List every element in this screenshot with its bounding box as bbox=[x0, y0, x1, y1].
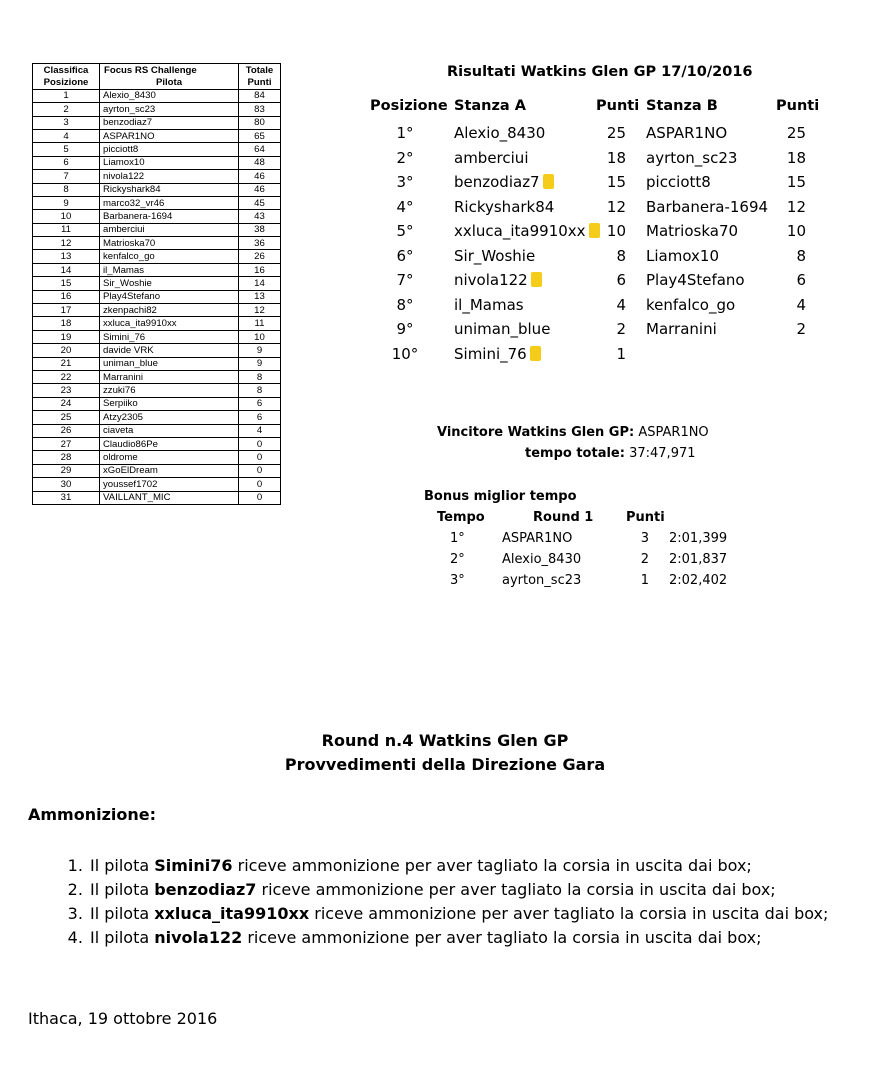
warning-text: riceve ammonizione per aver tagliato la corsia in uscita dai box; bbox=[256, 880, 776, 899]
room-a-driver-text: uniman_blue bbox=[454, 320, 551, 338]
standings-driver: davide VRK bbox=[100, 344, 239, 357]
standings-position: 18 bbox=[33, 317, 100, 330]
room-a-driver bbox=[454, 296, 524, 314]
warning-driver: nivola122 bbox=[154, 928, 243, 947]
standings-row bbox=[33, 451, 281, 464]
standings-points: 9 bbox=[239, 357, 281, 370]
result-position-text: 8° bbox=[396, 295, 414, 314]
room-a-points bbox=[596, 271, 626, 289]
winner-line bbox=[437, 425, 709, 440]
result-position-text: 2° bbox=[396, 148, 414, 167]
standings-row bbox=[33, 491, 281, 504]
room-a-points-text: 2 bbox=[616, 320, 626, 338]
results-rows bbox=[370, 124, 830, 369]
standings-row bbox=[33, 424, 281, 437]
standings-points: 16 bbox=[239, 263, 281, 276]
results-table bbox=[370, 98, 830, 369]
standings-row bbox=[33, 437, 281, 450]
standings-position: 7 bbox=[33, 170, 100, 183]
warning-text: riceve ammonizione per aver tagliato la corsia in uscita dai box; bbox=[232, 856, 752, 875]
room-b-points-text: 15 bbox=[786, 173, 806, 191]
room-b-points-text: 25 bbox=[786, 124, 806, 142]
place-date: Ithaca, 19 ottobre 2016 bbox=[28, 1009, 218, 1028]
room-a-points bbox=[596, 222, 626, 240]
standings-points: 26 bbox=[239, 250, 281, 263]
decisions-title: Round n.4 Watkins Glen GP bbox=[321, 731, 569, 750]
room-b-driver bbox=[646, 222, 738, 240]
results-row bbox=[370, 320, 830, 345]
bonus-header-punti: Punti bbox=[626, 510, 665, 525]
room-b-points bbox=[776, 320, 806, 338]
standings-row bbox=[33, 384, 281, 397]
standings-row bbox=[33, 478, 281, 491]
standings-row bbox=[33, 196, 281, 209]
standings-driver: kenfalco_go bbox=[100, 250, 239, 263]
bonus-driver: ayrton_sc23 bbox=[502, 573, 582, 588]
standings-points: 13 bbox=[239, 290, 281, 303]
standings-position: 3 bbox=[33, 116, 100, 129]
standings-driver: Barbanera-1694 bbox=[100, 210, 239, 223]
room-b-points-text: 8 bbox=[796, 246, 806, 265]
bonus-points: 3 bbox=[640, 531, 649, 546]
standings-driver: Atzy2305 bbox=[100, 411, 239, 424]
standings-position: 14 bbox=[33, 263, 100, 276]
room-a-driver bbox=[454, 149, 528, 167]
bonus-lap-time: 2:01,399 bbox=[669, 531, 728, 546]
standings-points: 0 bbox=[239, 491, 281, 504]
room-a-points bbox=[596, 173, 626, 191]
standings-row bbox=[33, 411, 281, 424]
room-b-driver-text: Matrioska70 bbox=[646, 222, 739, 240]
warning-text: riceve ammonizione per aver tagliato la corsia in uscita dai box; bbox=[309, 904, 829, 923]
standings-points: 36 bbox=[239, 237, 281, 250]
standings-row bbox=[33, 143, 281, 156]
standings-driver: nivola122 bbox=[100, 170, 239, 183]
room-a-driver-text: Sir_Woshie bbox=[454, 246, 536, 265]
warning-item bbox=[88, 926, 828, 950]
standings-driver: amberciui bbox=[100, 223, 239, 236]
standings-row bbox=[33, 304, 281, 317]
bonus-points: 2 bbox=[640, 552, 649, 567]
yellow-card-icon bbox=[531, 272, 542, 287]
standings-row bbox=[33, 317, 281, 330]
standings-row bbox=[33, 397, 281, 410]
bonus-lap-time: 2:02,402 bbox=[669, 573, 728, 588]
yellow-card-icon bbox=[530, 346, 541, 361]
standings-row bbox=[33, 370, 281, 383]
standings-points: 0 bbox=[239, 464, 281, 477]
room-b-points bbox=[776, 173, 806, 191]
result-position-text: 4° bbox=[396, 197, 414, 216]
standings-position: 20 bbox=[33, 344, 100, 357]
results-row bbox=[370, 198, 830, 223]
room-b-driver bbox=[646, 198, 768, 216]
standings-position: 1 bbox=[33, 89, 100, 102]
room-a-points-text: 1 bbox=[616, 344, 626, 363]
standings-driver: Liamox10 bbox=[100, 156, 239, 169]
standings-points: 83 bbox=[239, 103, 281, 116]
total-time-value: 37:47,971 bbox=[629, 446, 696, 461]
winner-label: Vincitore Watkins Glen GP: bbox=[437, 425, 635, 440]
room-b-points-text: 2 bbox=[796, 320, 806, 338]
standings-points: 0 bbox=[239, 478, 281, 491]
room-b-driver bbox=[646, 173, 711, 191]
warning-item bbox=[88, 854, 828, 878]
standings-points: 45 bbox=[239, 196, 281, 209]
standings-points: 43 bbox=[239, 210, 281, 223]
standings-row bbox=[33, 237, 281, 250]
warning-prefix: Il pilota bbox=[90, 928, 155, 947]
header-punti: Punti bbox=[239, 76, 281, 89]
yellow-card-icon bbox=[543, 174, 554, 189]
room-b-driver bbox=[646, 296, 735, 314]
standings-points: 46 bbox=[239, 170, 281, 183]
room-a-driver-text: Rickyshark84 bbox=[454, 197, 555, 216]
room-a-driver bbox=[454, 271, 542, 289]
results-header-stanza-b: Stanza B bbox=[646, 98, 718, 114]
room-b-driver bbox=[646, 124, 727, 142]
warning-driver: xxluca_ita9910xx bbox=[154, 904, 310, 923]
standings-points: 9 bbox=[239, 344, 281, 357]
room-b-points-text: 18 bbox=[786, 148, 806, 167]
bonus-header-tempo: Tempo bbox=[437, 510, 485, 525]
standings-position: 29 bbox=[33, 464, 100, 477]
room-a-driver-text: amberciui bbox=[454, 148, 529, 167]
standings-points: 48 bbox=[239, 156, 281, 169]
standings-driver: Alexio_8430 bbox=[100, 89, 239, 102]
result-position-text: 3° bbox=[396, 173, 414, 191]
bonus-position: 3° bbox=[450, 573, 465, 588]
results-row bbox=[370, 173, 830, 198]
standings-points: 14 bbox=[239, 277, 281, 290]
room-a-points bbox=[596, 320, 626, 338]
standings-position: 6 bbox=[33, 156, 100, 169]
result-position-text: 9° bbox=[396, 320, 414, 338]
room-b-points bbox=[776, 296, 806, 314]
standings-driver: marco32_vr46 bbox=[100, 196, 239, 209]
bonus-position: 1° bbox=[450, 531, 465, 546]
warning-prefix: Il pilota bbox=[90, 856, 155, 875]
standings-driver: Simini_76 bbox=[100, 330, 239, 343]
standings-row bbox=[33, 330, 281, 343]
room-a-driver bbox=[454, 345, 541, 363]
standings-position: 31 bbox=[33, 491, 100, 504]
room-b-driver bbox=[646, 149, 737, 167]
result-position-text: 6° bbox=[396, 246, 414, 265]
results-row bbox=[370, 296, 830, 321]
room-a-points-text: 25 bbox=[606, 124, 626, 142]
result-position bbox=[370, 149, 440, 167]
standings-points: 80 bbox=[239, 116, 281, 129]
room-b-points bbox=[776, 222, 806, 240]
standings-points: 8 bbox=[239, 384, 281, 397]
room-a-points-text: 15 bbox=[606, 173, 626, 191]
room-b-driver-text: Marranini bbox=[646, 320, 717, 338]
standings-driver: oldrome bbox=[100, 451, 239, 464]
room-a-driver bbox=[454, 222, 600, 240]
standings-points: 65 bbox=[239, 129, 281, 142]
bonus-rows bbox=[424, 531, 744, 594]
standings-driver: xGoElDream bbox=[100, 464, 239, 477]
room-a-driver-text: xxluca_ita9910xx bbox=[454, 222, 586, 240]
room-a-driver-text: benzodiaz7 bbox=[454, 173, 540, 191]
bonus-row bbox=[424, 531, 744, 552]
standings-driver: uniman_blue bbox=[100, 357, 239, 370]
standings-driver: ASPAR1NO bbox=[100, 129, 239, 142]
warnings-list bbox=[48, 854, 828, 950]
standings-driver: Matrioska70 bbox=[100, 237, 239, 250]
bonus-driver: Alexio_8430 bbox=[502, 552, 582, 567]
bonus-row bbox=[424, 552, 744, 573]
header-classifica: Classifica bbox=[33, 64, 100, 77]
room-a-points-text: 18 bbox=[606, 148, 626, 167]
standings-driver: picciott8 bbox=[100, 143, 239, 156]
standings-row bbox=[33, 103, 281, 116]
bonus-row bbox=[424, 573, 744, 594]
standings-points: 0 bbox=[239, 437, 281, 450]
standings-position: 15 bbox=[33, 277, 100, 290]
result-position bbox=[370, 198, 440, 216]
warning-item bbox=[88, 902, 828, 926]
room-a-driver bbox=[454, 124, 545, 142]
results-header-row bbox=[370, 98, 830, 124]
room-b-points bbox=[776, 149, 806, 167]
room-a-driver bbox=[454, 247, 535, 265]
warning-prefix: Il pilota bbox=[90, 904, 155, 923]
results-header-posizione: Posizione bbox=[370, 98, 448, 114]
standings-points: 10 bbox=[239, 330, 281, 343]
room-a-driver-text: Alexio_8430 bbox=[454, 124, 546, 142]
standings-position: 8 bbox=[33, 183, 100, 196]
standings-row bbox=[33, 250, 281, 263]
room-b-driver-text: Barbanera-1694 bbox=[646, 197, 769, 216]
results-title: Risultati Watkins Glen GP 17/10/2016 bbox=[447, 64, 753, 80]
warning-item bbox=[88, 878, 828, 902]
header-posizione: Posizione bbox=[33, 76, 100, 89]
section-heading: Ammonizione: bbox=[28, 805, 157, 824]
standings-row bbox=[33, 210, 281, 223]
standings-driver: Serpiiko bbox=[100, 397, 239, 410]
room-b-points bbox=[776, 247, 806, 265]
standings-points: 4 bbox=[239, 424, 281, 437]
standings-driver: Sir_Woshie bbox=[100, 277, 239, 290]
room-b-points-text: 6 bbox=[796, 271, 806, 289]
standings-row bbox=[33, 357, 281, 370]
standings-driver: youssef1702 bbox=[100, 478, 239, 491]
result-position bbox=[370, 271, 440, 289]
standings-row bbox=[33, 277, 281, 290]
standings-position: 2 bbox=[33, 103, 100, 116]
standings-driver: Play4Stefano bbox=[100, 290, 239, 303]
room-a-points bbox=[596, 247, 626, 265]
standings-driver: zkenpachi82 bbox=[100, 304, 239, 317]
standings-driver: il_Mamas bbox=[100, 263, 239, 276]
standings-position: 25 bbox=[33, 411, 100, 424]
result-position-text: 1° bbox=[396, 124, 414, 142]
room-a-driver-text: Simini_76 bbox=[454, 344, 527, 363]
result-position bbox=[370, 124, 440, 142]
room-a-points bbox=[596, 345, 626, 363]
bonus-title: Bonus miglior tempo bbox=[424, 489, 577, 504]
standings-driver: Claudio86Pe bbox=[100, 437, 239, 450]
standings-points: 6 bbox=[239, 411, 281, 424]
result-position bbox=[370, 320, 440, 338]
standings-header-row-1 bbox=[33, 64, 281, 77]
standings-driver: zzuki76 bbox=[100, 384, 239, 397]
standings-position: 12 bbox=[33, 237, 100, 250]
standings-driver: benzodiaz7 bbox=[100, 116, 239, 129]
room-b-points bbox=[776, 271, 806, 289]
standings-row bbox=[33, 89, 281, 102]
results-row bbox=[370, 222, 830, 247]
standings-driver: Marranini bbox=[100, 370, 239, 383]
result-position bbox=[370, 173, 440, 191]
room-a-driver-text: nivola122 bbox=[454, 271, 528, 289]
standings-points: 84 bbox=[239, 89, 281, 102]
standings-position: 24 bbox=[33, 397, 100, 410]
room-a-points-text: 4 bbox=[616, 295, 626, 314]
room-b-points bbox=[776, 124, 806, 142]
standings-position: 22 bbox=[33, 370, 100, 383]
room-b-driver bbox=[646, 320, 717, 338]
standings-position: 4 bbox=[33, 129, 100, 142]
standings-driver: ayrton_sc23 bbox=[100, 103, 239, 116]
standings-position: 16 bbox=[33, 290, 100, 303]
room-b-points bbox=[776, 198, 806, 216]
room-a-points bbox=[596, 198, 626, 216]
winner-value: ASPAR1NO bbox=[638, 425, 709, 440]
standings-points: 64 bbox=[239, 143, 281, 156]
room-a-driver bbox=[454, 320, 550, 338]
room-b-points-text: 4 bbox=[796, 295, 806, 314]
result-position-text: 10° bbox=[391, 344, 419, 363]
standings-row bbox=[33, 156, 281, 169]
standings-driver: xxluca_ita9910xx bbox=[100, 317, 239, 330]
room-b-points-text: 10 bbox=[786, 222, 806, 240]
result-position-text: 7° bbox=[396, 271, 414, 289]
room-b-driver-text: picciott8 bbox=[646, 173, 711, 191]
room-a-points bbox=[596, 149, 626, 167]
standings-row bbox=[33, 170, 281, 183]
standings-row bbox=[33, 223, 281, 236]
standings-points: 8 bbox=[239, 370, 281, 383]
standings-row bbox=[33, 116, 281, 129]
decisions-subtitle: Provvedimenti della Direzione Gara bbox=[284, 755, 606, 774]
result-position bbox=[370, 345, 440, 363]
standings-position: 9 bbox=[33, 196, 100, 209]
results-row bbox=[370, 124, 830, 149]
standings-header-row-2 bbox=[33, 76, 281, 89]
header-challenge: Focus RS Challenge bbox=[100, 64, 239, 77]
total-time-label: tempo totale: bbox=[525, 446, 625, 461]
header-pilota: Pilota bbox=[100, 76, 239, 89]
room-a-driver-text: il_Mamas bbox=[454, 295, 524, 314]
standings-position: 28 bbox=[33, 451, 100, 464]
bonus-points: 1 bbox=[640, 573, 649, 588]
room-a-points bbox=[596, 296, 626, 314]
standings-row bbox=[33, 290, 281, 303]
results-row bbox=[370, 247, 830, 272]
result-position bbox=[370, 247, 440, 265]
standings-table bbox=[32, 63, 281, 505]
room-b-driver-text: ayrton_sc23 bbox=[646, 148, 738, 167]
standings-driver: ciaveta bbox=[100, 424, 239, 437]
standings-body bbox=[33, 89, 281, 504]
results-header-punti-b: Punti bbox=[776, 98, 820, 114]
room-a-points-text: 6 bbox=[616, 271, 626, 289]
warning-prefix: Il pilota bbox=[90, 880, 155, 899]
warning-text: riceve ammonizione per aver tagliato la corsia in uscita dai box; bbox=[242, 928, 762, 947]
standings-points: 11 bbox=[239, 317, 281, 330]
results-header-punti-a: Punti bbox=[596, 98, 640, 114]
standings-driver: VAILLANT_MIC bbox=[100, 491, 239, 504]
results-row bbox=[370, 149, 830, 174]
standings-position: 23 bbox=[33, 384, 100, 397]
room-b-driver-text: Liamox10 bbox=[646, 246, 720, 265]
standings-position: 21 bbox=[33, 357, 100, 370]
standings-points: 12 bbox=[239, 304, 281, 317]
standings-row bbox=[33, 263, 281, 276]
standings-position: 19 bbox=[33, 330, 100, 343]
room-a-points bbox=[596, 124, 626, 142]
total-time-line bbox=[525, 446, 696, 461]
bonus-position: 2° bbox=[450, 552, 465, 567]
results-row bbox=[370, 271, 830, 296]
standings-position: 13 bbox=[33, 250, 100, 263]
room-b-driver-text: Play4Stefano bbox=[646, 271, 745, 289]
bonus-lap-time: 2:01,837 bbox=[669, 552, 728, 567]
standings-points: 46 bbox=[239, 183, 281, 196]
standings-position: 11 bbox=[33, 223, 100, 236]
warning-driver: Simini76 bbox=[154, 856, 233, 875]
standings-position: 30 bbox=[33, 478, 100, 491]
bonus-driver: ASPAR1NO bbox=[502, 531, 573, 546]
standings-points: 6 bbox=[239, 397, 281, 410]
room-a-driver bbox=[454, 173, 554, 191]
standings-points: 0 bbox=[239, 451, 281, 464]
standings-points: 38 bbox=[239, 223, 281, 236]
standings-row bbox=[33, 129, 281, 142]
standings-row bbox=[33, 183, 281, 196]
room-a-driver bbox=[454, 198, 554, 216]
room-b-driver bbox=[646, 271, 745, 289]
warning-driver: benzodiaz7 bbox=[154, 880, 257, 899]
standings-driver: Rickyshark84 bbox=[100, 183, 239, 196]
standings-row bbox=[33, 464, 281, 477]
bonus-header-round: Round 1 bbox=[533, 510, 594, 525]
room-a-points-text: 10 bbox=[606, 222, 626, 240]
header-totale: Totale bbox=[239, 64, 281, 77]
room-b-points-text: 12 bbox=[786, 197, 806, 216]
standings-position: 17 bbox=[33, 304, 100, 317]
result-position bbox=[370, 222, 440, 240]
result-position-text: 5° bbox=[396, 222, 414, 240]
room-a-points-text: 8 bbox=[616, 246, 626, 265]
standings-position: 27 bbox=[33, 437, 100, 450]
results-header-stanza-a: Stanza A bbox=[454, 98, 526, 114]
room-b-driver-text: ASPAR1NO bbox=[646, 124, 728, 142]
room-a-points-text: 12 bbox=[606, 197, 626, 216]
room-b-driver-text: kenfalco_go bbox=[646, 295, 736, 314]
standings-row bbox=[33, 344, 281, 357]
standings-position: 5 bbox=[33, 143, 100, 156]
result-position bbox=[370, 296, 440, 314]
room-b-driver bbox=[646, 247, 719, 265]
standings-position: 10 bbox=[33, 210, 100, 223]
results-row bbox=[370, 345, 830, 370]
standings-position: 26 bbox=[33, 424, 100, 437]
